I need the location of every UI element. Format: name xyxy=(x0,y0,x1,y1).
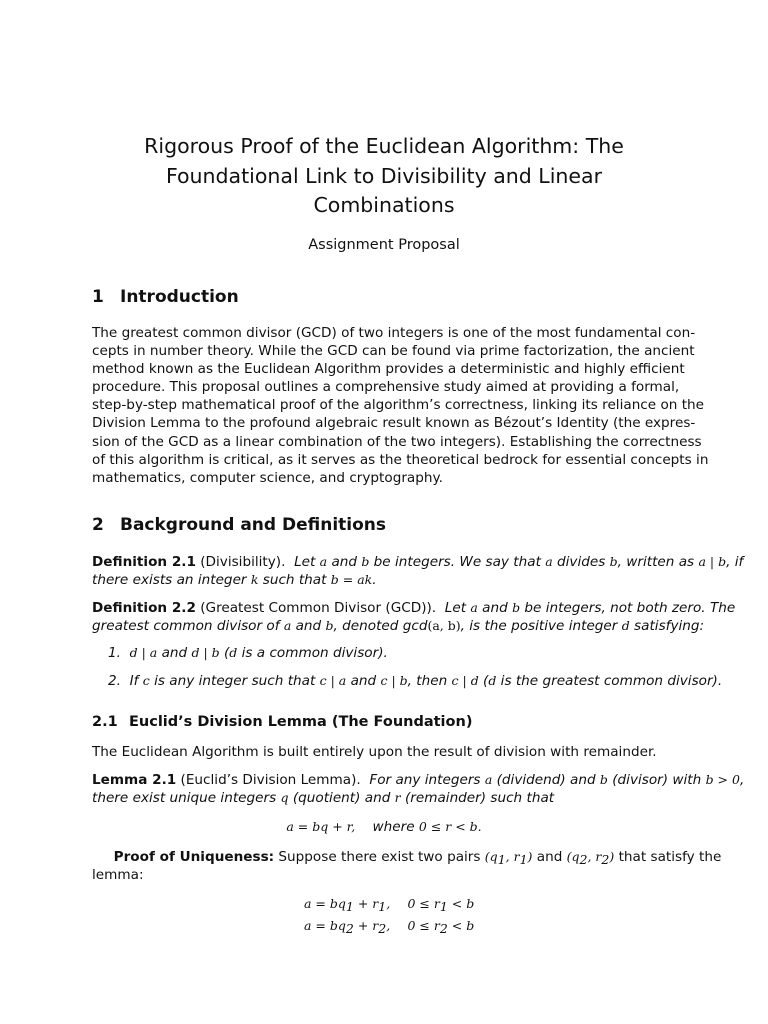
section-number: 1 xyxy=(92,287,104,307)
math: , r xyxy=(505,849,520,864)
math: c xyxy=(142,673,150,688)
math: r xyxy=(394,790,401,806)
lemma-text: (quotient) and xyxy=(288,790,395,807)
definition-text: such that xyxy=(258,572,331,589)
math: c | a xyxy=(319,673,347,688)
definition-text: satisfying: xyxy=(629,618,705,635)
math: k xyxy=(250,572,259,588)
section-title: Background and Definitions xyxy=(120,515,387,535)
title-line: Rigorous Proof of the Euclidean Algorithm: The xyxy=(144,134,624,158)
definition-name: (Greatest Common Divisor (GCD)). xyxy=(200,600,437,616)
definition-text: . xyxy=(372,572,377,589)
definition-text: , if xyxy=(726,554,744,570)
math: a xyxy=(545,554,553,569)
definition-block xyxy=(92,599,736,635)
definition-line xyxy=(92,599,736,617)
definition-label: Definition 2.1 xyxy=(92,554,196,570)
proof-text: Suppose there exist two pairs xyxy=(274,849,485,865)
list-item xyxy=(108,645,388,661)
math: b xyxy=(361,554,370,569)
equation-text: where xyxy=(372,819,415,835)
subsection-title: Euclid’s Division Lemma (The Foundation) xyxy=(129,714,473,730)
lemma-label: Lemma 2.1 xyxy=(92,772,177,788)
math: 2 xyxy=(439,921,448,936)
proof-line: lemma: xyxy=(92,867,144,884)
lemma-text: For any integers xyxy=(369,772,485,788)
list-text: is any integer such that xyxy=(149,673,320,689)
math: , r xyxy=(587,849,602,864)
paper-subtitle: Assignment Proposal xyxy=(308,237,460,253)
definition-name: (Divisibility). xyxy=(200,554,286,570)
lemma-text: there exist unique integers xyxy=(92,790,281,807)
math: 1 xyxy=(439,899,448,914)
lemma-line xyxy=(92,771,745,789)
math: b xyxy=(609,554,618,569)
math: b xyxy=(599,772,608,787)
definition-block xyxy=(92,553,744,589)
lemma-name: (Euclid’s Division Lemma). xyxy=(180,772,361,788)
math: d | b xyxy=(191,645,220,660)
paragraph-line: method known as the Euclidean Algorithm provides a deterministic and highly efficient xyxy=(92,361,685,378)
math: b = ak xyxy=(330,572,373,588)
definition-line xyxy=(92,553,744,571)
definition-text: there exists an integer xyxy=(92,572,251,589)
definition-line xyxy=(92,617,705,635)
section-title: Introduction xyxy=(120,287,239,307)
paragraph-line: of this algorithm is critical, as it serves as the theoretical bedrock for essential concepts in xyxy=(92,451,709,468)
math: a | b xyxy=(698,554,727,569)
definition-label: Definition 2.2 xyxy=(92,600,196,616)
paragraph-line: step-by-step mathematical proof of the algorithm’s correctness, linking its reliance on the xyxy=(92,397,705,414)
subsection-intro: The Euclidean Algorithm is built entirely upon the result of division with remainder. xyxy=(92,744,657,760)
lemma-line xyxy=(92,789,676,807)
title-line: Foundational Link to Divisibility and Linear xyxy=(165,163,603,188)
math: a = bq xyxy=(304,918,346,933)
math: (q xyxy=(484,849,498,864)
math: d | a xyxy=(129,645,158,660)
math: a xyxy=(470,600,478,615)
definition-text: Let xyxy=(294,554,320,570)
section-number: 2 xyxy=(92,515,104,535)
math: < b xyxy=(447,918,475,933)
display-equation xyxy=(0,819,768,835)
definition-text: Let xyxy=(444,600,471,616)
math: b xyxy=(512,600,521,615)
paragraph-line: The greatest common divisor (GCD) of two integers is one of the most fundamental con- xyxy=(92,325,696,341)
math: 2 xyxy=(601,852,610,867)
list-text: , then xyxy=(407,673,452,689)
definition-text: divides xyxy=(552,554,610,570)
list-number: 2. xyxy=(108,673,121,689)
definition-text: , written as xyxy=(617,554,699,570)
definition-text: and xyxy=(291,618,326,635)
math: d xyxy=(488,673,497,688)
math: ) xyxy=(609,849,615,864)
list-text: ( xyxy=(219,645,230,661)
math: a = bq xyxy=(304,896,346,911)
math: 0 ≤ r < b. xyxy=(418,819,482,834)
list-text: ( xyxy=(478,673,489,689)
math: 2 xyxy=(345,921,354,936)
section-heading xyxy=(92,287,239,307)
math: a = bq + r, xyxy=(286,819,356,834)
list-number: 1. xyxy=(108,645,121,661)
math: + r xyxy=(353,896,379,911)
display-equation xyxy=(304,918,474,934)
subsection-heading xyxy=(92,714,472,730)
math: (a, b) xyxy=(427,618,461,634)
lemma-text: (dividend) and xyxy=(492,772,600,788)
proof-block xyxy=(92,848,722,884)
list-text: and xyxy=(346,673,381,689)
math: a xyxy=(484,772,493,787)
math: , xyxy=(386,918,391,933)
list-item xyxy=(108,673,722,689)
math: c | b xyxy=(380,673,408,688)
math: c | d xyxy=(451,673,479,688)
math: < b xyxy=(447,896,475,911)
math: ) xyxy=(527,849,533,864)
subsection-number: 2.1 xyxy=(92,714,118,730)
math: (q xyxy=(566,849,580,864)
paper-title xyxy=(92,132,676,221)
math: d xyxy=(621,618,630,634)
math: 0 ≤ r xyxy=(407,896,440,911)
math: 1 xyxy=(497,852,506,867)
math: , xyxy=(386,896,391,911)
proof-text: and xyxy=(532,849,567,865)
list-text: If xyxy=(129,673,143,689)
math: b > 0 xyxy=(705,772,740,787)
paragraph-line: cepts in number theory. While the GCD can be found via prime factorization, the ancient xyxy=(92,343,695,360)
lemma-block xyxy=(92,771,745,807)
list-text: is a common divisor). xyxy=(237,645,388,661)
list-text: and xyxy=(157,645,192,661)
math: 1 xyxy=(378,899,387,914)
math: a xyxy=(319,554,328,569)
math: d xyxy=(229,645,238,660)
paragraph-line: procedure. This proposal outlines a comprehensive study aimed at providing a formal, xyxy=(92,379,680,396)
definition-text: , denoted gcd xyxy=(333,618,428,635)
definition-text: be integers, not both zero. The xyxy=(520,600,736,616)
lemma-text: , xyxy=(739,772,745,788)
intro-paragraph xyxy=(92,324,709,487)
proof-label: Proof of Uniqueness: xyxy=(113,849,275,865)
paragraph-line: mathematics, computer science, and cryptography. xyxy=(92,469,443,486)
paragraph-line: Division Lemma to the profound algebraic result known as Bézout’s Identity (the expres- xyxy=(92,415,696,432)
definition-text: be integers. We say that xyxy=(369,554,546,570)
definition-line xyxy=(92,571,676,589)
math: 2 xyxy=(579,852,588,867)
list-text: is the greatest common divisor). xyxy=(496,673,723,689)
proof-text: that satisfy the xyxy=(614,849,722,865)
proof-line xyxy=(92,848,722,867)
math: 0 ≤ r xyxy=(407,918,440,933)
math: q xyxy=(280,790,289,806)
definition-text: greatest common divisor of xyxy=(92,618,284,635)
section-heading xyxy=(92,515,386,535)
math: 2 xyxy=(378,921,387,936)
paragraph-line: sion of the GCD as a linear combination of the two integers). Establishing the correctness xyxy=(92,433,702,450)
display-equation xyxy=(304,896,474,912)
lemma-text: (divisor) with xyxy=(607,772,706,788)
definition-text: and xyxy=(327,554,362,570)
title-line: Combinations xyxy=(313,193,455,217)
math: + r xyxy=(353,918,379,933)
definition-text: and xyxy=(477,600,513,616)
lemma-text: (remainder) such that xyxy=(400,790,555,807)
math: 1 xyxy=(519,852,528,867)
definition-text: , is the positive integer xyxy=(460,618,622,635)
math: a xyxy=(283,618,292,634)
math: 1 xyxy=(345,899,354,914)
math: b xyxy=(325,618,334,634)
